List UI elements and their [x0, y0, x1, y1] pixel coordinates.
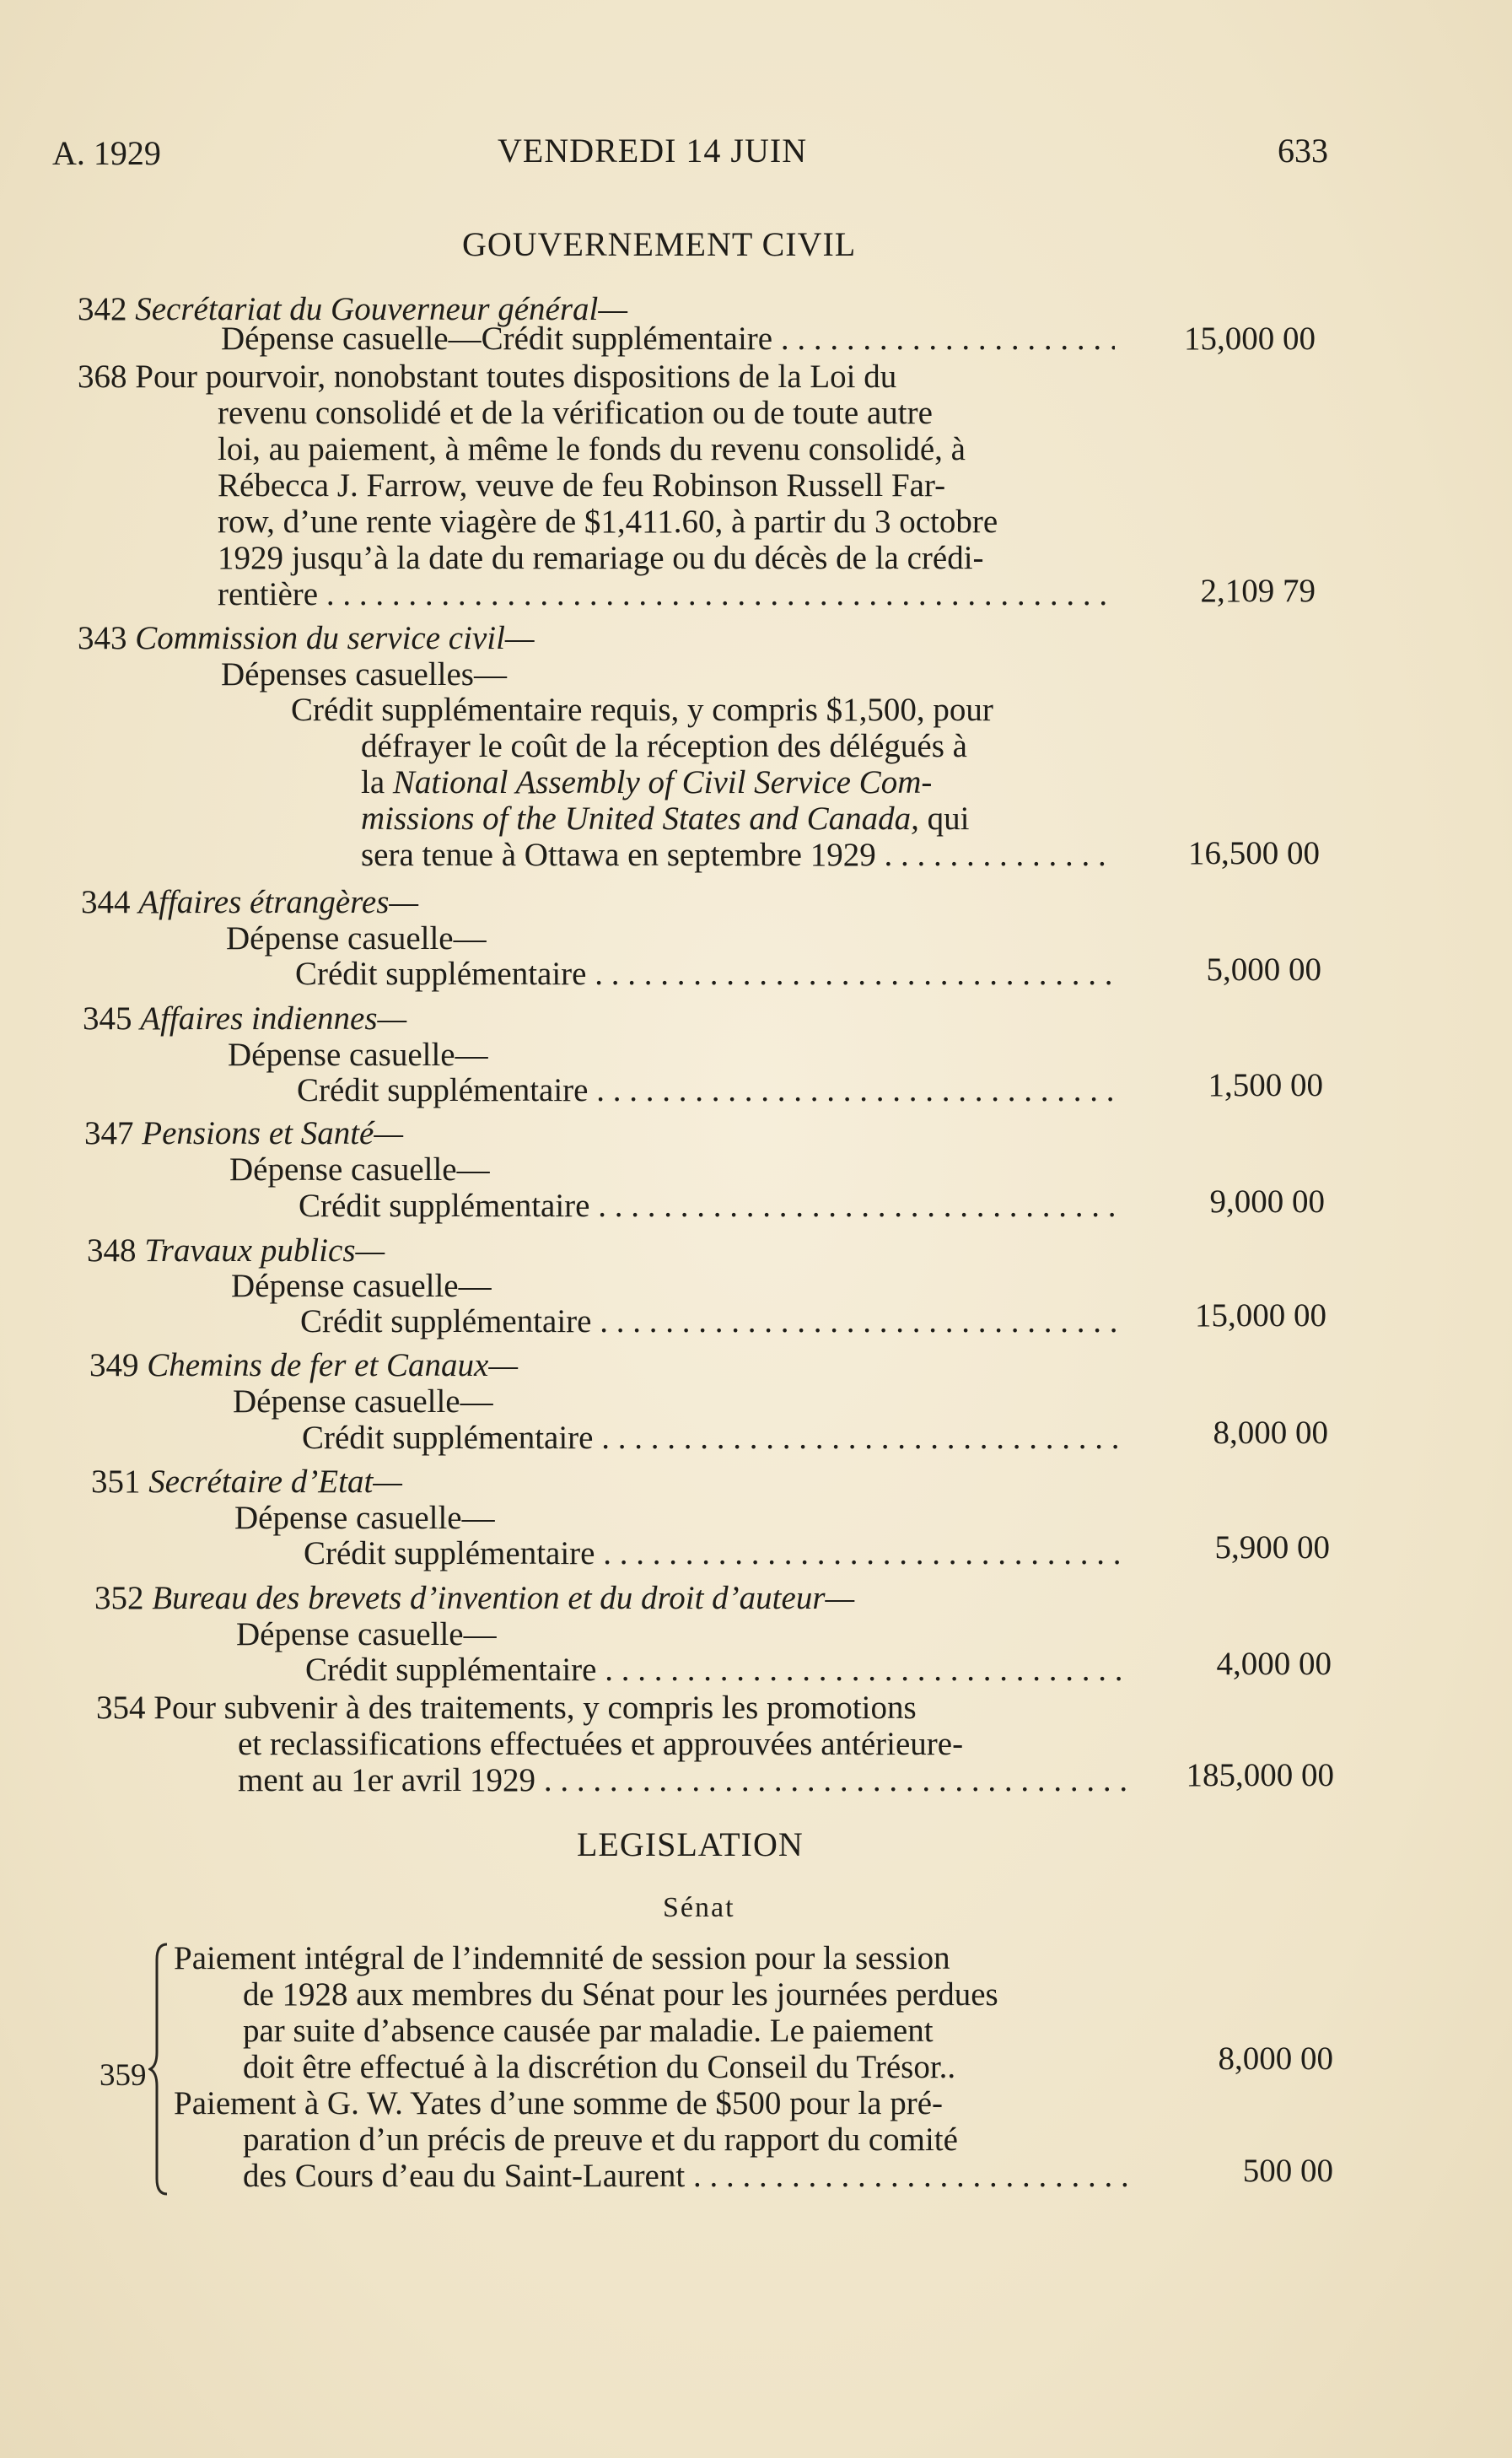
- entry-343-line: Crédit supplémentaire requis, y compris $1,500, pour: [291, 692, 993, 728]
- entry-348-amount: 15,000 00: [1195, 1297, 1326, 1334]
- entry-348-title: 348 Travaux publics—: [87, 1232, 385, 1269]
- entry-354-first: 354 Pour subvenir à des traitements, y compris les promotions: [96, 1690, 917, 1726]
- entry-344-amount: 5,000 00: [1206, 951, 1321, 988]
- entry-351-sub: Dépense casuelle—: [234, 1500, 495, 1536]
- curly-brace-icon: [148, 1943, 182, 2196]
- entry-342-line: Dépense casuelle—Crédit supplémentaire . . .: [221, 321, 1115, 357]
- entry-368-line: 1929 jusqu’à la date du remariage ou du décès de la crédi-: [218, 540, 984, 576]
- entry-345-title: 345 Affaires indiennes—: [83, 1000, 407, 1037]
- entry-359a-amount: 8,000 00: [1218, 2040, 1333, 2077]
- page-number: 633: [1278, 132, 1328, 170]
- entry-347-amount: 9,000 00: [1209, 1183, 1325, 1220]
- entry-368-line: revenu consolidé et de la vérification ou de toute autre: [218, 395, 933, 431]
- entry-354-line: et reclassifications effectuées et approuvées antérieure-: [238, 1726, 964, 1762]
- section-title-gouvernement-civil: GOUVERNEMENT CIVIL: [462, 225, 857, 263]
- entry-347-last: Crédit supplémentaire . . .: [299, 1188, 1121, 1224]
- entry-359b-last: des Cours d’eau du Saint-Laurent . . .: [243, 2158, 1128, 2194]
- entry-347-sub: Dépense casuelle—: [229, 1151, 490, 1188]
- entry-344-title: 344 Affaires étrangères—: [81, 884, 419, 920]
- entry-354-last: ment au 1er avril 1929 . . .: [238, 1762, 1130, 1798]
- entry-343-sub: Dépenses casuelles—: [221, 656, 507, 693]
- entry-359b-line: paration d’un précis de preuve et du rapport du comité: [243, 2121, 958, 2158]
- entry-347-title: 347 Pensions et Santé—: [84, 1115, 404, 1151]
- entry-359b-line: Paiement à G. W. Yates d’une somme de $500 pour la pré-: [174, 2085, 944, 2121]
- entry-349-last: Crédit supplémentaire . . .: [302, 1420, 1124, 1456]
- section-subtitle-senat: Sénat: [663, 1892, 735, 1923]
- entry-359a-line: de 1928 aux membres du Sénat pour les journées perdues: [243, 1976, 998, 2013]
- entry-349-amount: 8,000 00: [1213, 1415, 1328, 1451]
- entry-345-last: Crédit supplémentaire . . .: [297, 1072, 1119, 1108]
- entry-343-last: sera tenue à Ottawa en septembre 1929 . . .: [361, 837, 1116, 873]
- entry-368-line: loi, au paiement, à même le fonds du revenu consolidé, à: [218, 431, 966, 467]
- entry-349-title: 349 Chemins de fer et Canaux—: [89, 1347, 519, 1383]
- entry-368-last: rentière . . .: [218, 576, 1115, 612]
- header-left: A. 1929: [52, 134, 161, 172]
- entry-343-line: missions of the United States and Canada, qui: [361, 800, 970, 837]
- entry-368-line: Rébecca J. Farrow, veuve de feu Robinson Russell Far-: [218, 467, 946, 504]
- entry-345-amount: 1,500 00: [1208, 1067, 1323, 1103]
- entry-351-title: 351 Secrétaire d’Etat—: [91, 1463, 402, 1500]
- entry-title: Secrétariat du Gouverneur général—: [135, 291, 628, 327]
- entry-342-amount: 15,000 00: [1184, 321, 1316, 357]
- entry-352-sub: Dépense casuelle—: [236, 1616, 497, 1652]
- entry-352-amount: 4,000 00: [1216, 1646, 1332, 1682]
- entry-343-line: défrayer le coût de la réception des délégués à: [361, 728, 967, 764]
- entry-344-last: Crédit supplémentaire . . .: [295, 956, 1117, 992]
- entry-348-last: Crédit supplémentaire . . .: [300, 1303, 1122, 1340]
- entry-348-sub: Dépense casuelle—: [231, 1268, 492, 1304]
- entry-343-amount: 16,500 00: [1188, 835, 1320, 871]
- entry-359-number: 359: [100, 2058, 147, 2093]
- entry-349-sub: Dépense casuelle—: [233, 1383, 493, 1420]
- entry-359a-line: Paiement intégral de l’indemnité de session pour la session: [174, 1940, 950, 1976]
- entry-352-last: Crédit supplémentaire . . .: [305, 1652, 1127, 1688]
- section-title-legislation: LEGISLATION: [577, 1825, 804, 1863]
- entry-344-sub: Dépense casuelle—: [226, 920, 487, 957]
- entry-359a-line: par suite d’absence causée par maladie. Le paiement: [243, 2013, 934, 2049]
- entry-359a-line: doit être effectué à la discrétion du Conseil du Trésor..: [243, 2049, 956, 2085]
- entry-345-sub: Dépense casuelle—: [228, 1037, 488, 1073]
- entry-351-last: Crédit supplémentaire . . .: [304, 1535, 1126, 1571]
- entry-368-amount: 2,109 79: [1200, 573, 1316, 609]
- entry-354-amount: 185,000 00: [1186, 1757, 1334, 1793]
- entry-number: 342: [78, 291, 127, 327]
- header-center: VENDREDI 14 JUIN: [498, 132, 808, 170]
- entry-351-amount: 5,900 00: [1214, 1529, 1330, 1566]
- entry-368-line: row, d’une rente viagère de $1,411.60, à partir du 3 octobre: [218, 504, 998, 540]
- entry-359b-amount: 500 00: [1242, 2153, 1333, 2189]
- entry-343-title: 343 Commission du service civil—: [78, 620, 535, 656]
- entry-352-title: 352 Bureau des brevets d’invention et du droit d’auteur—: [94, 1580, 855, 1616]
- entry-368-first: 368 Pour pourvoir, nonobstant toutes dispositions de la Loi du: [78, 358, 897, 395]
- entry-343-line: la National Assembly of Civil Service Com-: [361, 764, 933, 800]
